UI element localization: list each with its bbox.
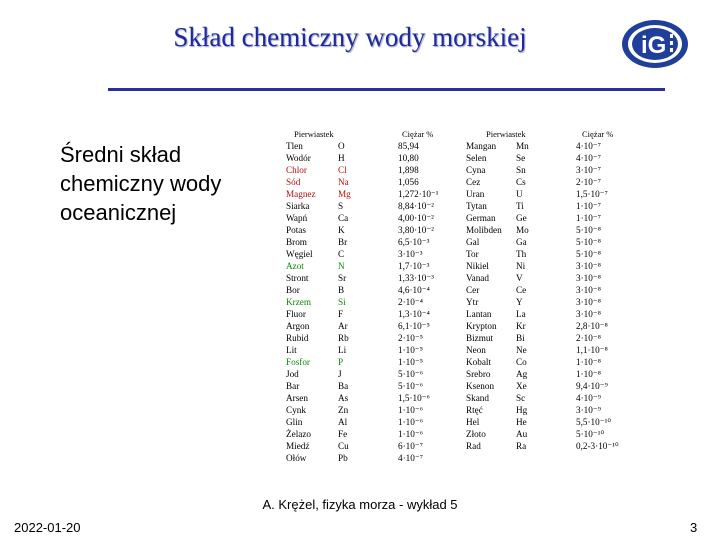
element-weight: 1·10⁻⁶ bbox=[398, 405, 423, 415]
element-name: Bizmut bbox=[466, 333, 494, 343]
table-row bbox=[286, 452, 456, 464]
element-name: Azot bbox=[286, 261, 304, 271]
element-symbol: H bbox=[338, 153, 345, 163]
element-name: Miedź bbox=[286, 441, 310, 451]
element-name: Ytr bbox=[466, 297, 479, 307]
table-row bbox=[286, 296, 456, 308]
table-row bbox=[286, 188, 456, 200]
element-weight: 3·10⁻³ bbox=[398, 249, 423, 259]
element-weight: 1·10⁻⁶ bbox=[398, 417, 423, 427]
element-symbol: Li bbox=[338, 345, 347, 355]
element-symbol: Au bbox=[516, 429, 528, 439]
element-weight: 3·10⁻⁸ bbox=[576, 261, 601, 271]
element-symbol: P bbox=[338, 357, 344, 367]
table-row bbox=[466, 428, 646, 440]
element-name: Molibden bbox=[466, 225, 502, 235]
table-row bbox=[466, 308, 646, 320]
composition-table-left bbox=[286, 128, 456, 464]
element-symbol: Ga bbox=[516, 237, 527, 247]
header-element: Pierwiastek bbox=[486, 129, 526, 139]
element-name: Ksenon bbox=[466, 381, 495, 391]
element-name: Skand bbox=[466, 393, 489, 403]
element-weight: 1,056 bbox=[398, 177, 419, 187]
table-row bbox=[466, 224, 646, 236]
element-weight: 3·10⁻⁹ bbox=[576, 405, 601, 415]
element-name: Fosfor bbox=[286, 357, 310, 367]
table-header bbox=[466, 128, 646, 140]
element-weight: 4·10⁻⁹ bbox=[576, 393, 601, 403]
element-weight: 8,84·10⁻² bbox=[398, 201, 434, 211]
table-row bbox=[466, 260, 646, 272]
element-weight: 1·10⁻⁷ bbox=[576, 213, 601, 223]
slide-subtitle: Średni skład chemiczny wody oceanicznej bbox=[60, 142, 222, 225]
element-weight: 5·10⁻⁶ bbox=[398, 381, 423, 391]
table-row bbox=[286, 320, 456, 332]
element-symbol: Fe bbox=[338, 429, 348, 439]
table-row bbox=[286, 140, 456, 152]
element-symbol: Ge bbox=[516, 213, 527, 223]
element-symbol: S bbox=[338, 201, 344, 211]
element-weight: 3·10⁻⁸ bbox=[576, 273, 601, 283]
table-row bbox=[286, 200, 456, 212]
element-symbol: Hg bbox=[516, 405, 528, 415]
element-name: Bar bbox=[286, 381, 300, 391]
element-name: Ołów bbox=[286, 453, 307, 463]
table-row bbox=[286, 416, 456, 428]
element-weight: 6·10⁻⁷ bbox=[398, 441, 423, 451]
table-row bbox=[466, 440, 646, 452]
element-symbol: Sn bbox=[516, 165, 526, 175]
element-weight: 0,2-3·10⁻¹⁰ bbox=[576, 441, 619, 451]
element-name: Lit bbox=[286, 345, 297, 355]
element-name: Krypton bbox=[466, 321, 497, 331]
element-weight: 1,1·10⁻⁸ bbox=[576, 345, 608, 355]
table-row bbox=[286, 428, 456, 440]
table-row bbox=[466, 404, 646, 416]
element-weight: 5·10⁻¹⁰ bbox=[576, 429, 605, 439]
table-row bbox=[466, 188, 646, 200]
element-symbol: B bbox=[338, 285, 345, 295]
element-symbol: Ti bbox=[516, 201, 524, 211]
element-symbol: C bbox=[338, 249, 345, 259]
element-symbol: Ar bbox=[338, 321, 348, 331]
element-symbol: V bbox=[516, 273, 523, 283]
header-weight: Ciężar % bbox=[582, 129, 614, 139]
element-symbol: Kr bbox=[516, 321, 526, 331]
footer-author: A. Krężel, fizyka morza - wykład 5 bbox=[262, 497, 458, 512]
element-weight: 3·10⁻⁷ bbox=[576, 165, 601, 175]
element-symbol: Br bbox=[338, 237, 348, 247]
element-symbol: Ne bbox=[516, 345, 527, 355]
element-weight: 3,80·10⁻² bbox=[398, 225, 434, 235]
table-row bbox=[286, 368, 456, 380]
element-weight: 1,5·10⁻⁶ bbox=[398, 393, 430, 403]
element-name: Vanad bbox=[466, 273, 489, 283]
element-name: Sód bbox=[286, 177, 301, 187]
composition-table-right bbox=[466, 128, 646, 452]
table-row bbox=[286, 152, 456, 164]
table-row bbox=[466, 176, 646, 188]
element-weight: 5,5·10⁻¹⁰ bbox=[576, 417, 612, 427]
element-weight: 2·10⁻⁵ bbox=[398, 333, 423, 343]
element-name: Fluor bbox=[286, 309, 306, 319]
element-weight: 1·10⁻⁶ bbox=[398, 429, 423, 439]
element-symbol: Xe bbox=[516, 381, 527, 391]
element-weight: 4·10⁻⁷ bbox=[576, 141, 601, 151]
element-symbol: Sc bbox=[516, 393, 526, 403]
element-symbol: Th bbox=[516, 249, 527, 259]
element-weight: 4,6·10⁻⁴ bbox=[398, 285, 430, 295]
element-weight: 1,3·10⁻⁴ bbox=[398, 309, 430, 319]
header-weight: Ciężar % bbox=[402, 129, 434, 139]
element-symbol: N bbox=[338, 261, 345, 271]
element-symbol: Ce bbox=[516, 285, 527, 295]
table-row bbox=[466, 320, 646, 332]
element-name: Hel bbox=[466, 417, 480, 427]
element-symbol: Rb bbox=[338, 333, 349, 343]
table-row bbox=[286, 404, 456, 416]
element-name: Rtęć bbox=[466, 405, 483, 415]
header-element: Pierwiastek bbox=[294, 129, 334, 139]
element-weight: 3·10⁻⁸ bbox=[576, 309, 601, 319]
table-row bbox=[286, 392, 456, 404]
title-underline bbox=[108, 88, 665, 91]
element-weight: 6,1·10⁻⁵ bbox=[398, 321, 430, 331]
element-symbol: Cl bbox=[338, 165, 347, 175]
element-weight: 1,33·10⁻³ bbox=[398, 273, 434, 283]
element-name: Rubid bbox=[286, 333, 309, 343]
logo-text: iG bbox=[641, 32, 667, 59]
element-symbol: Ba bbox=[338, 381, 349, 391]
element-symbol: Ca bbox=[338, 213, 349, 223]
table-row bbox=[466, 236, 646, 248]
element-name: Uran bbox=[466, 189, 485, 199]
element-weight: 2·10⁻⁸ bbox=[576, 333, 601, 343]
element-symbol: Mo bbox=[516, 225, 529, 235]
element-weight: 1,7·10⁻³ bbox=[398, 261, 430, 271]
page-number: 3 bbox=[690, 520, 698, 535]
element-name: Stront bbox=[286, 273, 309, 283]
table-row bbox=[286, 260, 456, 272]
element-symbol: Se bbox=[516, 153, 526, 163]
element-name: Tytan bbox=[466, 201, 487, 211]
element-weight: 1·10⁻⁵ bbox=[398, 357, 423, 367]
table-row bbox=[466, 332, 646, 344]
table-row bbox=[466, 200, 646, 212]
element-name: Cer bbox=[466, 285, 480, 295]
table-row bbox=[466, 344, 646, 356]
table-row bbox=[466, 368, 646, 380]
element-weight: 9,4·10⁻⁹ bbox=[576, 381, 608, 391]
element-name: Chlor bbox=[286, 165, 307, 175]
element-symbol: F bbox=[338, 309, 344, 319]
element-name: Magnez bbox=[286, 189, 316, 199]
element-symbol: Si bbox=[338, 297, 346, 307]
institute-logo-icon bbox=[620, 18, 690, 70]
table-row bbox=[286, 176, 456, 188]
element-symbol: Sr bbox=[338, 273, 347, 283]
element-name: Wodór bbox=[286, 153, 311, 163]
slide-title: Skład chemiczny wody morskiej bbox=[173, 22, 527, 52]
table-row bbox=[466, 380, 646, 392]
element-name: Cynk bbox=[286, 405, 306, 415]
table-header bbox=[286, 128, 456, 140]
element-weight: 1,5·10⁻⁷ bbox=[576, 189, 608, 199]
element-weight: 1·10⁻⁷ bbox=[576, 201, 601, 211]
element-name: Lantan bbox=[466, 309, 492, 319]
element-symbol: As bbox=[338, 393, 349, 403]
slide-date: 2022-01-20 bbox=[14, 520, 81, 535]
table-row bbox=[286, 332, 456, 344]
element-name: Tlen bbox=[286, 141, 303, 151]
element-weight: 5·10⁻⁸ bbox=[576, 225, 601, 235]
table-row bbox=[466, 392, 646, 404]
element-name: Kobalt bbox=[466, 357, 492, 367]
element-name: Rad bbox=[466, 441, 481, 451]
table-row bbox=[466, 356, 646, 368]
table-row bbox=[286, 248, 456, 260]
table-row bbox=[286, 224, 456, 236]
element-symbol: He bbox=[516, 417, 527, 427]
element-weight: 1·10⁻⁸ bbox=[576, 357, 601, 367]
table-row bbox=[286, 344, 456, 356]
table-row bbox=[286, 272, 456, 284]
element-name: Glin bbox=[286, 417, 303, 427]
element-weight: 10,80 bbox=[398, 153, 419, 163]
element-name: Jod bbox=[286, 369, 299, 379]
element-weight: 5·10⁻⁶ bbox=[398, 369, 423, 379]
element-symbol: Co bbox=[516, 357, 527, 367]
table-row bbox=[286, 164, 456, 176]
element-name: Złoto bbox=[466, 429, 486, 439]
element-name: Siarka bbox=[286, 201, 310, 211]
element-name: German bbox=[466, 213, 496, 223]
element-weight: 1·10⁻⁸ bbox=[576, 369, 601, 379]
element-weight: 1·10⁻⁵ bbox=[398, 345, 423, 355]
element-symbol: J bbox=[338, 369, 342, 379]
element-name: Srebro bbox=[466, 369, 491, 379]
element-symbol: K bbox=[338, 225, 345, 235]
element-name: Mangan bbox=[466, 141, 497, 151]
table-row bbox=[466, 212, 646, 224]
element-weight: 4,00·10⁻² bbox=[398, 213, 434, 223]
table-row bbox=[466, 140, 646, 152]
element-weight: 6,5·10⁻³ bbox=[398, 237, 430, 247]
element-symbol: Na bbox=[338, 177, 349, 187]
element-symbol: Ag bbox=[516, 369, 528, 379]
element-name: Cez bbox=[466, 177, 481, 187]
element-name: Selen bbox=[466, 153, 487, 163]
table-row bbox=[286, 308, 456, 320]
table-row bbox=[286, 284, 456, 296]
element-name: Nikiel bbox=[466, 261, 489, 271]
table-row bbox=[286, 440, 456, 452]
table-row bbox=[286, 212, 456, 224]
element-symbol: O bbox=[338, 141, 345, 151]
element-weight: 2·10⁻⁷ bbox=[576, 177, 601, 187]
element-name: Gal bbox=[466, 237, 480, 247]
element-name: Krzem bbox=[286, 297, 311, 307]
element-symbol: Mn bbox=[516, 141, 529, 151]
element-symbol: Mg bbox=[338, 189, 351, 199]
element-symbol: Bi bbox=[516, 333, 525, 343]
element-name: Bor bbox=[286, 285, 300, 295]
element-weight: 4·10⁻⁷ bbox=[576, 153, 601, 163]
element-name: Wapń bbox=[286, 213, 308, 223]
table-row bbox=[466, 296, 646, 308]
element-symbol: Al bbox=[338, 417, 348, 427]
element-name: Żelazo bbox=[286, 429, 311, 439]
element-symbol: Cs bbox=[516, 177, 526, 187]
element-name: Potas bbox=[286, 225, 306, 235]
table-row bbox=[466, 248, 646, 260]
element-name: Neon bbox=[466, 345, 486, 355]
table-row bbox=[466, 164, 646, 176]
element-name: Arsen bbox=[286, 393, 308, 403]
element-weight: 3·10⁻⁸ bbox=[576, 285, 601, 295]
element-symbol: Ni bbox=[516, 261, 526, 271]
table-row bbox=[466, 284, 646, 296]
element-symbol: U bbox=[516, 189, 523, 199]
element-weight: 3·10⁻⁸ bbox=[576, 297, 601, 307]
element-symbol: Zn bbox=[338, 405, 349, 415]
element-weight: 1,898 bbox=[398, 165, 419, 175]
element-name: Brom bbox=[286, 237, 307, 247]
element-weight: 5·10⁻⁸ bbox=[576, 237, 601, 247]
element-name: Argon bbox=[286, 321, 310, 331]
element-weight: 2·10⁻⁴ bbox=[398, 297, 423, 307]
table-row bbox=[466, 272, 646, 284]
element-weight: 2,8·10⁻⁸ bbox=[576, 321, 608, 331]
element-name: Cyna bbox=[466, 165, 486, 175]
table-row bbox=[286, 236, 456, 248]
table-row bbox=[286, 380, 456, 392]
table-row bbox=[466, 416, 646, 428]
table-row bbox=[286, 356, 456, 368]
element-symbol: Cu bbox=[338, 441, 349, 451]
element-symbol: Y bbox=[516, 297, 523, 307]
element-symbol: La bbox=[516, 309, 526, 319]
element-weight: 4·10⁻⁷ bbox=[398, 453, 423, 463]
element-weight: 1,272·10⁻¹ bbox=[398, 189, 439, 199]
element-symbol: Pb bbox=[338, 453, 348, 463]
element-symbol: Ra bbox=[516, 441, 527, 451]
element-weight: 5·10⁻⁸ bbox=[576, 249, 601, 259]
element-name: Tor bbox=[466, 249, 479, 259]
table-row bbox=[466, 152, 646, 164]
element-weight: 85,94 bbox=[398, 141, 419, 151]
element-name: Węgiel bbox=[286, 249, 313, 259]
